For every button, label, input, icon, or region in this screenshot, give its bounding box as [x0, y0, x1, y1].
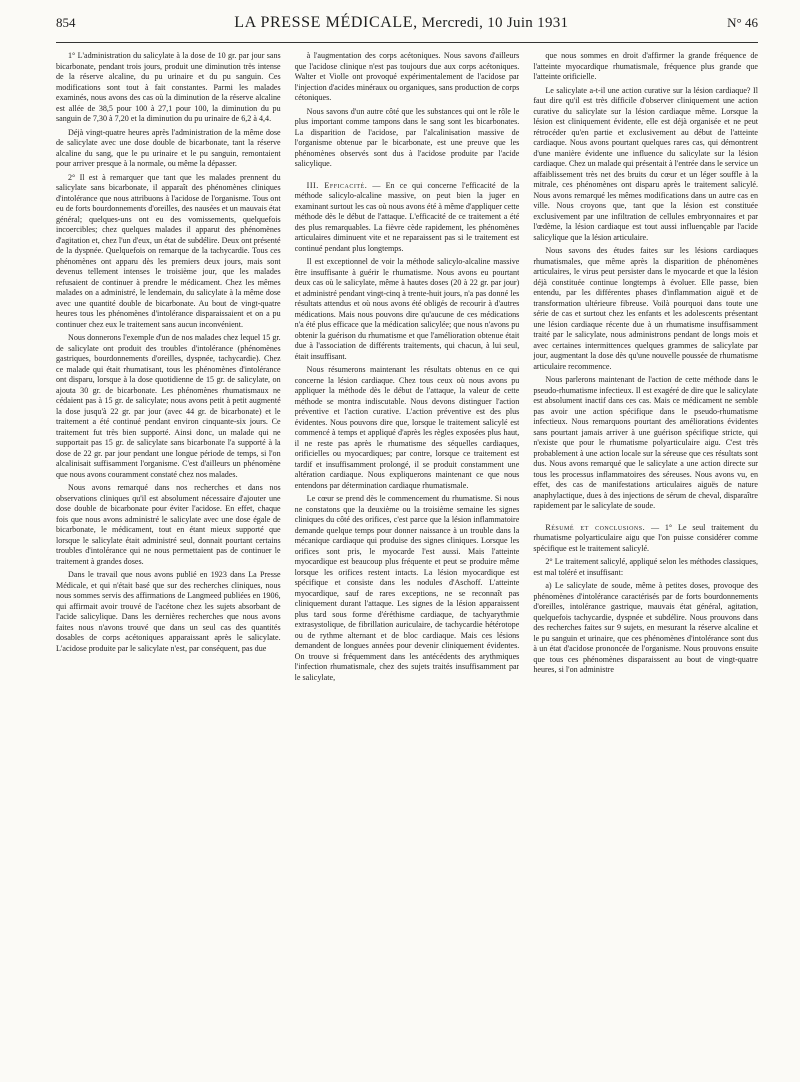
section-paragraph [295, 181, 520, 255]
paragraph: 1° L'administration du salicylate à la dose de 10 gr. par jour sans bicarbonate, pendant trois jours, produit une diminution très intense de la réserve alcaline, du pu urinaire et du pu sanguin. Ces modifications sont tout à fait constantes. Parmi les malades examinés, nous avons des cas où la diminution de la réserve alcaline est allée de 38,5 pour 100 à 27,1 pour 100, la diminution du pu sanguin de 7,30 à 7,20 et la diminution du pu urinaire de 6,2 à 4,4. [56, 51, 281, 123]
article-columns [56, 51, 758, 1071]
paragraph: Nous savons des études faites sur les lésions cardiaques rhumatismales, que même après la disparition de phénomènes articulaires, le virus peut persister dans le myocarde et que la lésion déjà constituée continue longtemps à évoluer. Elle passe, bien entendu, par les différentes phases d'inflammation aiguë et de transformation ultérieure fibreuse. Voilà pourquoi dans toute une série de cas et surtout chez les enfants et les adolescents présentant une lésion cardiaque récente due à un rhumatisme insuffisamment traité par le salicylate, nous administrons pendant de longs mois et avec certaines intermittences quelques grammes de salicylate par jour, augmentant la dose dès qu'une nouvelle poussée de rhumatisme articulaire recommence. [533, 246, 758, 371]
paragraph: que nous sommes en droit d'affirmer la grande fréquence de l'atteinte myocardique rhumatismale, fréquence plus grande que l'atteinte orificielle. [533, 51, 758, 81]
section-text: — 1° Le seul traitement du rhumatisme polyarticulaire aigu que l'on puisse considérer comme spécifique est le traitement salicylé. [533, 522, 758, 553]
page-header [56, 14, 758, 40]
paragraph: Le salicylate a-t-il une action curative sur la lésion cardiaque? Il faut dire qu'il est très difficile d'observer cliniquement une action curative du salicylate sur la lésion cardiaque même. Lorsque la lésion est cliniquement évidente, elle est déjà organisée et ne peut rétrocéder qu'en partie et exclusivement au début de l'atteinte cardiaque. Nous avons pourtant quelques rares cas, qui démontrent d'une manière évidente une influence du salicylate sur la lésion cardiaque. Chez un malade qui présentait à l'entrée dans le service un affaiblissement très net des bruits du cœur et un léger souffle à la mitrale, ces phénomènes ont disparu après le traitement salicylé. Nous avons remarqué les mêmes modifications dans un autre cas en ville. Nous croyons que, tant que la lésion est constituée exclusivement par une infiltration de cellules embryonnaires et par l'œdème, la lésion cardiaque est tout aussi influençable par l'acide salicylique que la lésion articulaire. [533, 85, 758, 242]
paragraph: a) Le salicylate de soude, même à petites doses, provoque des phénomènes d'intolérance caractérisés par de forts bourdonnements d'oreilles, intolérance gastrique, mauvais état général, agitation, quelquefois tachycardie, dyspnée et subdélire. Nous prouvons dans des recherches faites sur 9 sujets, en mesurant la réserve alcaline et le pu sanguin et urinaire, que ces phénomènes d'intolérance sont dus à un état d'acidose prononcée de l'organisme. Nous prouvons ensuite que tous ces phénomènes disparaissent au bout de vingt-quatre heures, si l'on administre [533, 581, 758, 674]
section-gap [533, 515, 758, 523]
paragraph: Nous donnerons l'exemple d'un de nos malades chez lequel 15 gr. de salicylate ont produit des troubles d'intolérance (phénomènes gastriques, bourdonnements d'oreilles, dyspnée, tachycardie). Chez ce malade qui était rhumatisant, tous les phénomènes d'intolérance ont disparu, lorsque à la dose quotidienne de 15 gr. de salicylate, on ajouta 30 gr. de bicarbonate. Les phénomènes rhumatismaux ne cédaient pas à 15 gr. de salicylate; nous avons petit à petit augmenté la dose jusqu'à 22 gr. par jour (avec 44 gr. de bicarbonate) et le traitement a été continué pendant environ cinquante-six jours. Ce traitement fut très bien supporté. Ainsi donc, un malade qui ne supportait pas 15 gr. de salicylate sans bicarbonate l'a supporté à la dose de 22 gr. par jour pendant une longue période de temps, si l'on alcalinisait suffisamment l'organisme. C'est d'ailleurs un phénomène que nous avons couramment constaté chez nos malades. [56, 333, 281, 479]
paragraph: Dans le travail que nous avons publié en 1923 dans La Presse Médicale, et qui n'était basé que sur des recherches cliniques, nous nous sommes servis des affirmations de Langmeed publiées en 1906, qui affirmait avoir trouvé de l'acétone chez les sujets absorbant de l'acide salicylique. Dans les dernières recherches que nous avons faites nous n'avons trouvé que dans un seul cas des quantités dosables de corps acétoniques apparaissant après le salicylate. L'acidose produite par le salicylate n'est, par conséquent, pas due [56, 570, 281, 653]
paragraph: à l'augmentation des corps acétoniques. Nous savons d'ailleurs que l'acidose clinique n'est pas toujours due aux corps acétoniques. Walter et Violle ont provoqué expérimentalement de l'acidose par l'injection d'acides minéraux ou organiques, sans production de corps cétoniques. [294, 51, 520, 102]
paragraph: 2° Le traitement salicylé, appliqué selon les méthodes classiques, est mal toléré et insuffisant: [533, 557, 758, 577]
issue-date: Mercredi, 10 Juin 1931 [421, 15, 569, 31]
section-gap [295, 173, 520, 181]
header-rule [56, 42, 758, 43]
column-1 [56, 51, 281, 1071]
masthead: LA PRESSE MÉDICALE, [234, 14, 418, 31]
journal-title [234, 14, 568, 32]
paragraph: Il est exceptionnel de voir la méthode salicylo-alcaline massive être insuffisante à guérir le rhumatisme. Nous avons eu pourtant deux cas où le salicylate, même à hautes doses (20 à 22 gr. par jour) et administré pendant vingt-cinq à trente-huit jours, n'a pas donné les résultats attendus et où nous avons été obligés de recourir à d'autres médications. Mais nous pouvons dire qu'aucune de ces médications n'a été plus efficace que la médication salicylée; que nous n'avons pu obtenir la guérison du rhumatisme et que l'amélioration obtenue était due à l'association de différents traitements, qui chacun, à lui seul, était insuffisant. [294, 257, 520, 361]
page-number: 854 [56, 15, 76, 30]
column-3 [533, 51, 758, 1071]
paragraph: 2° Il est à remarquer que tant que les malades prennent du salicylate sans bicarbonate, il apparaît des phénomènes cliniques d'intolérance que nous attribuons à l'acidose de l'organisme. Tous ont eu de forts bourdonnements d'oreilles, des nausées et un mauvais état général; quelques-uns ont eu des vomissements, quelquefois incoercibles; chez quelques malades il apparut des phénomènes d'agitation et, chez l'un d'eux, un état de subdélire. Deux ont présenté de la dyspnée. Quelquefois on remarque de la tachycardie. Tous ces phénomènes ont apparu dès les premiers deux jours, mais sont devenus tellement intenses le troisième jour, que les malades refusaient de continuer à prendre le médicament. Chez les mêmes malades on a administré, le lendemain, du salicylate à la même dose avec une quantité double de bicarbonate. Au bout de vingt-quatre heures tous les phénomènes d'intolérance disparaissaient et on a pu continuer chez eux le traitement sans aucun inconvénient. [56, 172, 281, 329]
section-paragraph [533, 523, 758, 555]
section-heading: Résumé et conclusions. [545, 522, 646, 532]
section-text: — En ce qui concerne l'efficacité de la méthode salicylo-alcaline massive, on peut bien la juger en examinant surtout les cas où nous avons été à même d'appliquer cette méthode dès le début de l'attaque. L'efficacité de ce traitement a été des plus remarquables. La fièvre cède rapidement, les phénomènes articulaires diminuent vite et ne reparaissent pas si le traitement est continué pendant plus longtemps. [294, 180, 520, 253]
paragraph: Déjà vingt-quatre heures après l'administration de la même dose de salicylate avec une dose double de bicarbonate, tant la réserve alcaline du sang, que le pu urinaire et le pu sanguin, remontaient pour arriver presque à la normale, ou même la dépasser. [56, 127, 281, 168]
column-2 [295, 51, 520, 1071]
paragraph: Nous résumerons maintenant les résultats obtenus en ce qui concerne la lésion cardiaque. Chez tous ceux où nous avons pu appliquer la méthode dès le début de l'attaque, la valeur de cette méthode se montra indiscutable. Nous devons distinguer l'action préventive et l'action curative. L'action préventive est des plus évidentes. Nous pouvons dire que, lorsque le traitement salicylé est commencé à temps et appliqué d'après les règles exposées plus haut, il ne reste pas après le rhumatisme des séquelles cardiaques, orificielles ou myocardiques; par contre, lorsque ce traitement est tardif et insuffisamment prolongé, il se produit constamment une altération cardiaque. Nous expliquerons maintenant ce que nous entendons par détermination cardiaque rhumatismale. [294, 365, 520, 490]
paragraph: Nous avons remarqué dans nos recherches et dans nos observations cliniques qu'il est absolument nécessaire d'ajouter une dose double de bicarbonate pour éviter l'acidose. En effet, chaque fois que nous avons administré le salicylate avec une dose égale de bicarbonate, le médicament, tout en étant mieux supporté que lorsque le salicylate était administré seul, donnait pourtant certains troubles d'intolérance qui ne nous permettaient pas de continuer le traitement à grandes doses. [56, 483, 281, 566]
issue-number: N° 46 [727, 15, 758, 30]
paragraph: Le cœur se prend dès le commencement du rhumatisme. Si nous ne constatons que la deuxième ou la troisième semaine les signes cliniques du côté des orifices, c'est parce que la lésion inflammatoire demande quelque temps pour donner naissance à un trouble dans la mécanique cardiaque qui produise des signes cliniques. Lorsque les orifices sont pris, le myocarde l'est aussi. Mais l'atteinte myocardique est beaucoup plus fréquente et peut se produire même lorsque les orifices restent intacts. La lésion myocardique est spécifique et consiste dans les nodules d'Aschoff. L'atteinte myocardique, sauf de rares exceptions, ne se reconnaît pas cliniquement durant l'attaque. Les signes de la lésion apparaissent plus tard sous forme d'éréthisme cardiaque, de tachyarythmie extrasystolique, de fibrillation auriculaire, de tachycardie hétérotope ou de rythme alternant et de bloc cardiaque. Mais ces lésions demandent de longues années pour devenir cliniquement évidentes. On trouve si fréquemment dans les antécédents des arythmiques l'infection rhumatismale, chez des sujets traités insuffisamment par le salicylate, [294, 494, 520, 682]
section-heading: III. Efficacité. [306, 180, 368, 190]
paragraph: Nous parlerons maintenant de l'action de cette méthode dans le pseudo-rhumatisme infectieux. Il est exagéré de dire que le salicylate est absolument inactif dans ces cas. Mais ce médicament ne semble pas avoir une action spécifique dans le pseudo-rhumatisme infectieux. Nous remarquons pourtant des améliorations évidentes sans pourtant jamais arriver à une guérison spécifique stricte, qui n'existe que pour le rhumatisme polyarticulaire aigu. C'est très probablement à une action locale sur la séreuse que ces résultats sont dus. Nous avons remarqué que le salicylate a une action directe sur tous les processus inflammatoires des séreuses. Nous avons vu, en effet, des cas de manifestations articulaires aiguës de nature anaphylactique, dues à des injections de sérum de cheval, disparaître rapidement par le salicylate de soude. [533, 375, 758, 510]
paragraph: Nous savons d'un autre côté que les substances qui ont le rôle le plus important comme tampons dans le sang sont les bicarbonates. La disparition de l'acidose, par l'alcalinisation massive de l'organisme obtenue par le bicarbonate, est une preuve que les phénomènes observés sont dus à l'acidose produite par l'acide salicylique. [294, 106, 520, 168]
